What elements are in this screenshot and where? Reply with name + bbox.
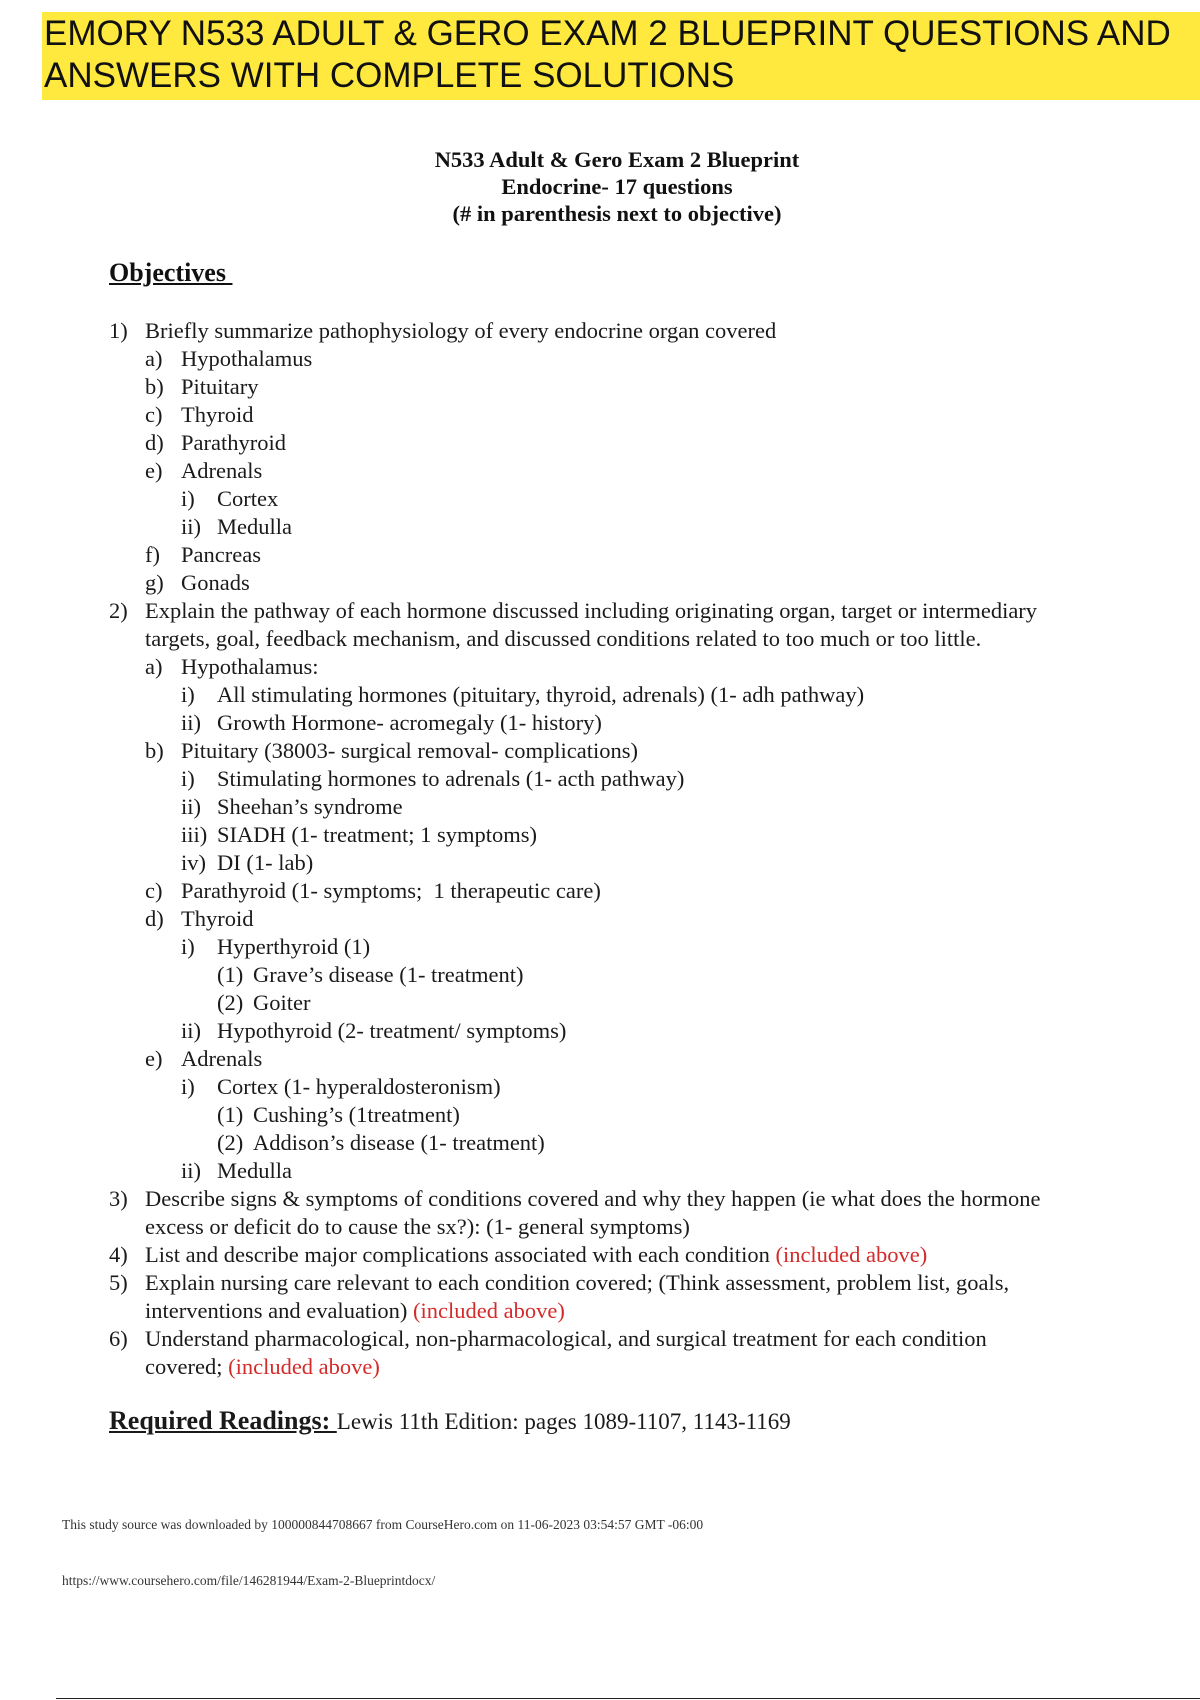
outline-text [145, 1354, 380, 1380]
outline-marker: e) [145, 458, 163, 483]
outline-text-main: Thyroid [181, 402, 254, 427]
outline-text-main: Sheehan’s syndrome [217, 794, 403, 819]
included-above-note: (included above) [413, 1298, 565, 1323]
objectives-heading: Objectives [109, 258, 233, 287]
required-readings [109, 1406, 791, 1436]
outline-text-main: Pituitary (38003- surgical removal- complications) [181, 738, 638, 763]
outline-marker: ii) [181, 1018, 201, 1043]
outline-text-main: Describe signs & symptoms of conditions covered and why they happen (ie what does the hormone [145, 1186, 1041, 1211]
outline-text-main: Medulla [217, 1158, 292, 1183]
title-banner [42, 12, 1200, 100]
outline-text [217, 1018, 566, 1044]
outline-text [253, 990, 310, 1016]
outline-text-main: Cortex [217, 486, 279, 511]
outline-marker: ii) [181, 710, 201, 735]
outline-text [145, 626, 981, 652]
outline-text-main: Pancreas [181, 542, 261, 567]
outline-marker: 6) [109, 1326, 128, 1351]
outline-text [217, 486, 278, 512]
outline-marker: e) [145, 1046, 163, 1071]
outline-text [253, 1130, 545, 1156]
outline-text-main: Hypothyroid (2- treatment/ symptoms) [217, 1018, 567, 1043]
banner-title-line-2: ANSWERS WITH COMPLETE SOLUTIONS [44, 56, 735, 95]
outline-text [181, 654, 318, 680]
outline-text-main: Adrenals [181, 1046, 263, 1071]
outline-marker: i) [181, 766, 195, 791]
outline-marker: ii) [181, 1158, 201, 1183]
outline-text-main: Hypothalamus [181, 346, 313, 371]
outline-marker: d) [145, 430, 164, 455]
outline-text [181, 738, 638, 764]
download-note: This study source was downloaded by 100000844708667 from CourseHero.com on 11-06-2023 03:54:57 GMT -06:00 [62, 1517, 704, 1532]
outline-text [181, 402, 254, 428]
outline-text [217, 794, 403, 820]
source-url: https://www.coursehero.com/file/146281944/Exam-2-Blueprintdocx/ [62, 1573, 436, 1588]
outline-marker: d) [145, 906, 164, 931]
outline-text [217, 850, 313, 876]
outline-text-main: Cushing’s (1treatment) [253, 1102, 460, 1127]
document-title: N533 Adult & Gero Exam 2 Blueprint [434, 147, 800, 172]
outline-text [253, 1102, 460, 1128]
outline-text [181, 1046, 262, 1072]
outline-marker: 1) [109, 318, 128, 343]
outline-marker: 4) [109, 1242, 128, 1267]
outline-text-main: Briefly summarize pathophysiology of every endocrine organ covered [145, 318, 777, 343]
outline-marker: ii) [181, 514, 201, 539]
outline-text [217, 710, 602, 736]
outline-text-main: All stimulating hormones (pituitary, thyroid, adrenals) (1- adh pathway) [217, 682, 865, 707]
outline-text [145, 1270, 1009, 1296]
bottom-rule [56, 1698, 1200, 1699]
outline-text [145, 1298, 565, 1324]
outline-marker: ii) [181, 794, 201, 819]
outline-text [145, 1326, 987, 1352]
outline-text-main: targets, goal, feedback mechanism, and discussed conditions related to too much or too little. [145, 626, 982, 651]
outline-text-main: Parathyroid [181, 430, 286, 455]
outline-text-main: Grave’s disease (1- treatment) [253, 962, 524, 987]
outline-marker: i) [181, 486, 195, 511]
outline-text-main: SIADH (1- treatment; 1 symptoms) [217, 822, 537, 847]
outline-text [145, 1214, 690, 1240]
outline-text-main: List and describe major complications associated with each condition [145, 1242, 776, 1267]
outline-marker: i) [181, 682, 195, 707]
required-readings-text: Lewis 11th Edition: pages 1089-1107, 1143-1169 [336, 1409, 791, 1434]
outline-text-main: interventions and evaluation) [145, 1298, 414, 1323]
outline-text [253, 962, 524, 988]
outline-marker: g) [145, 570, 164, 595]
outline-marker: 3) [109, 1186, 128, 1211]
document-subtitle: Endocrine- 17 questions [501, 174, 733, 199]
outline-text [181, 458, 262, 484]
outline-marker: 2) [109, 598, 128, 623]
outline-marker: b) [145, 738, 164, 763]
included-above-note: (included above) [775, 1242, 928, 1267]
outline-text [217, 514, 292, 540]
outline-text-main: DI (1- lab) [217, 850, 314, 875]
outline-marker: 5) [109, 1270, 128, 1295]
outline-marker: (1) [217, 962, 244, 987]
outline-marker: (2) [217, 1130, 244, 1155]
outline-marker: c) [145, 402, 163, 427]
banner-title-line-1: EMORY N533 ADULT & GERO EXAM 2 BLUEPRINT QUESTIONS AND [44, 14, 1171, 53]
outline-marker: iv) [181, 850, 206, 875]
required-readings-label: Required Readings: [109, 1406, 337, 1435]
outline-text-main: Hyperthyroid (1) [217, 934, 371, 959]
outline-marker: i) [181, 934, 195, 959]
outline-text [217, 934, 370, 960]
outline-text [181, 346, 312, 372]
outline-text-main: Goiter [253, 990, 311, 1015]
outline-text [145, 1186, 1040, 1212]
outline-marker: i) [181, 1074, 195, 1099]
outline-text [181, 430, 286, 456]
outline-text [217, 822, 537, 848]
outline-text [145, 318, 776, 344]
outline-text-main: Addison’s disease (1- treatment) [253, 1130, 545, 1155]
outline-text-main: Gonads [181, 570, 250, 595]
outline-text-main: Explain nursing care relevant to each condition covered; (Think assessment, problem list, goals, [145, 1270, 1010, 1295]
document-note: (# in parenthesis next to objective) [452, 201, 782, 226]
outline-text-main: Growth Hormone- acromegaly (1- history) [217, 710, 602, 735]
outline-text-main: Adrenals [181, 458, 263, 483]
outline-marker: (1) [217, 1102, 244, 1127]
outline-text-main: Thyroid [181, 906, 254, 931]
outline-text-main: covered; [145, 1354, 229, 1379]
outline-marker: f) [145, 542, 160, 567]
outline-text [145, 598, 1037, 624]
outline-marker: a) [145, 654, 163, 679]
outline-text [181, 906, 254, 932]
outline-text-main: Parathyroid (1- symptoms; 1 therapeutic care) [181, 878, 601, 903]
outline-text [181, 878, 601, 904]
outline-marker: c) [145, 878, 163, 903]
outline-marker: iii) [181, 822, 208, 847]
outline-marker: a) [145, 346, 163, 371]
outline-text-main: excess or deficit do to cause the sx?): (1- general symptoms) [145, 1214, 690, 1239]
outline-text-main: Understand pharmacological, non-pharmacological, and surgical treatment for each condition [145, 1326, 987, 1351]
outline-text-main: Pituitary [181, 374, 259, 399]
outline-text [145, 1242, 927, 1268]
outline-text [217, 682, 864, 708]
outline-text-main: Cortex (1- hyperaldosteronism) [217, 1074, 501, 1099]
outline-text [217, 1074, 501, 1100]
document-header [0, 146, 1200, 227]
outline-text [181, 542, 261, 568]
outline-text-main: Explain the pathway of each hormone discussed including originating organ, target or intermediary [145, 598, 1038, 623]
outline-text [217, 766, 684, 792]
outline-text-main: Medulla [217, 514, 292, 539]
outline-text [181, 374, 259, 400]
included-above-note: (included above) [228, 1354, 380, 1379]
outline-text-main: Stimulating hormones to adrenals (1- acth pathway) [217, 766, 685, 791]
outline-marker: b) [145, 374, 164, 399]
outline-marker: (2) [217, 990, 244, 1015]
outline-text [217, 1158, 292, 1184]
outline-text-main: Hypothalamus: [181, 654, 319, 679]
outline-text [181, 570, 250, 596]
